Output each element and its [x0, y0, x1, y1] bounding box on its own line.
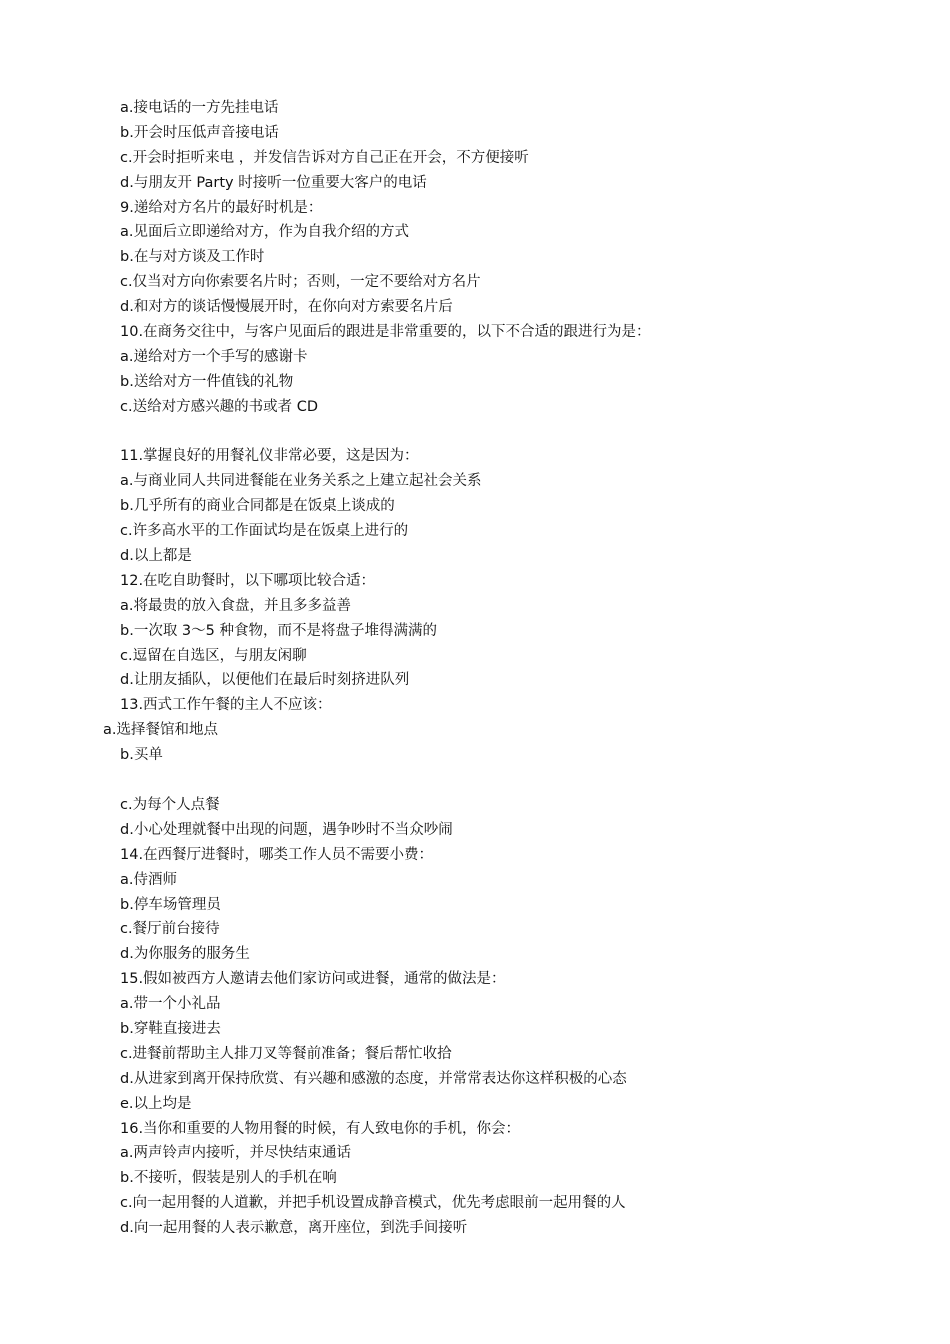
text-line: c.餐厅前台接待: [120, 921, 220, 938]
text-line: d.让朋友插队，以便他们在最后时刻挤进队列: [120, 672, 410, 689]
text-line: a.见面后立即递给对方，作为自我介绍的方式: [120, 224, 409, 241]
text-line: d.向一起用餐的人表示歉意，离开座位，到洗手间接听: [120, 1220, 468, 1237]
text-line: d.为你服务的服务生: [120, 946, 250, 963]
blank-line: [0, 768, 950, 793]
text-line: c.许多高水平的工作面试均是在饭桌上进行的: [120, 523, 409, 540]
blank-line: [0, 420, 950, 445]
text-line: 9.递给对方名片的最好时机是：: [120, 199, 323, 216]
text-line: b.买单: [120, 747, 163, 764]
text-line: b.在与对方谈及工作时: [120, 249, 265, 266]
text-line: b.开会时压低声音接电话: [120, 124, 279, 141]
text-line: 10.在商务交往中，与客户见面后的跟进是非常重要的，以下不合适的跟进行为是：: [120, 324, 651, 341]
text-line: c.逗留在自选区，与朋友闲聊: [120, 647, 307, 664]
text-line: c.开会时拒听来电 ，并发信告诉对方自己正在开会，不方便接听: [120, 149, 529, 166]
text-line: 12.在吃自助餐时，以下哪项比较合适：: [120, 572, 376, 589]
text-line: a.递给对方一个手写的感谢卡: [120, 348, 308, 365]
text-line: 13.西式工作午餐的主人不应该：: [120, 697, 332, 714]
text-line: a.两声铃声内接听，并尽快结束通话: [120, 1145, 351, 1162]
text-line: a.带一个小礼品: [120, 996, 221, 1013]
text-line: c.仅当对方向你索要名片时；否则，一定不要给对方名片: [120, 274, 481, 291]
text-line: d.从进家到离开保持欣赏、有兴趣和感激的态度，并常常表达你这样积极的心态: [120, 1070, 627, 1087]
text-line: d.和对方的谈话慢慢展开时，在你向对方索要名片后: [120, 299, 453, 316]
text-line: 15.假如被西方人邀请去他们家访问或进餐，通常的做法是：: [120, 971, 506, 988]
text-line: a.侍酒师: [120, 871, 177, 888]
text-line: 14.在西餐厅进餐时，哪类工作人员不需要小费：: [120, 846, 434, 863]
text-line: c.为每个人点餐: [120, 796, 220, 813]
text-line: d.小心处理就餐中出现的问题，遇争吵时不当众吵闹: [120, 821, 453, 838]
text-line: e.以上均是: [120, 1095, 192, 1112]
text-line: a.与商业同人共同进餐能在业务关系之上建立起社会关系: [120, 473, 482, 490]
text-line: d.以上都是: [120, 548, 192, 565]
text-line: b.几乎所有的商业合同都是在饭桌上谈成的: [120, 498, 395, 515]
text-line: a.将最贵的放入食盘，并且多多益善: [120, 597, 351, 614]
text-line: 11.掌握良好的用餐礼仪非常必要，这是因为：: [120, 448, 419, 465]
text-line: a.接电话的一方先挂电话: [120, 100, 279, 116]
document-page: [0, 96, 950, 1241]
text-line: d.与朋友开 Party 时接听一位重要大客户的电话: [120, 174, 427, 191]
text-line: b.穿鞋直接进去: [120, 1020, 221, 1037]
text-line: c.向一起用餐的人道歉，并把手机设置成静音模式，优先考虑眼前一起用餐的人: [120, 1195, 626, 1212]
text-line: 16.当你和重要的人物用餐的时候，有人致电你的手机，你会：: [120, 1120, 521, 1137]
text-line: b.不接听，假装是别人的手机在响: [120, 1170, 337, 1187]
text-line: c.送给对方感兴趣的书或者 CD: [120, 398, 318, 415]
text-line: c.进餐前帮助主人排刀叉等餐前准备；餐后帮忙收拾: [120, 1045, 452, 1062]
text-line: b.停车场管理员: [120, 896, 221, 913]
text-line: b.一次取 3～5 种食物，而不是将盘子堆得满满的: [120, 622, 437, 639]
text-line: b.送给对方一件值钱的礼物: [120, 373, 294, 390]
text-line: a.选择餐馆和地点: [103, 722, 218, 739]
